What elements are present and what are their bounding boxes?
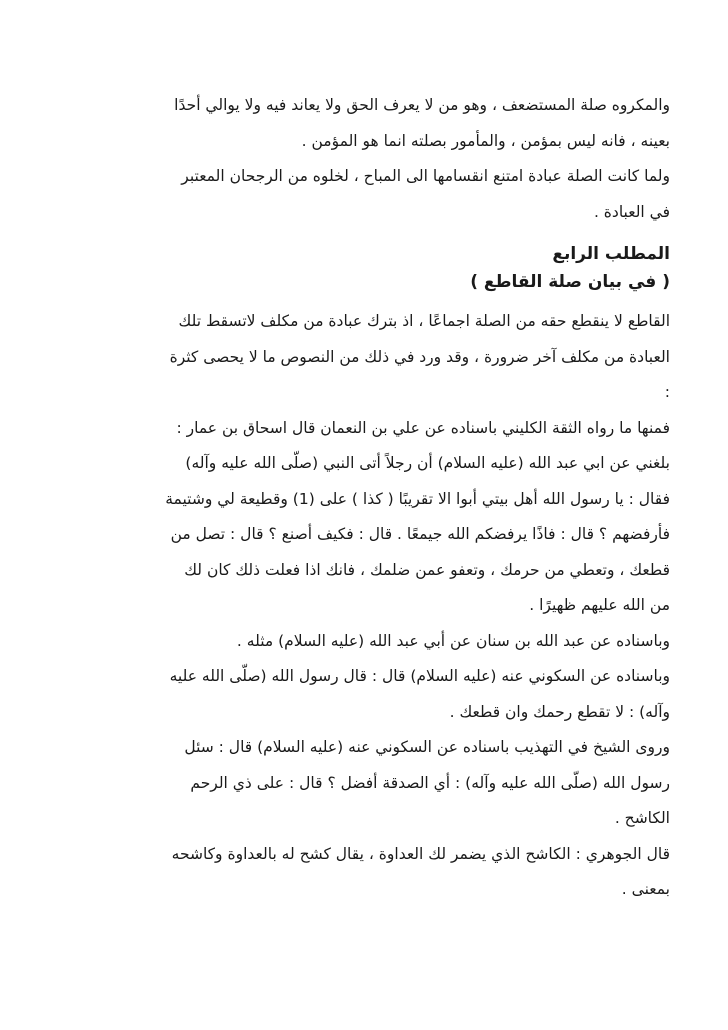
- text-line: رسول الله (صلّى الله عليه وآله) : أي الصدقة أفضل ؟ قال : على ذي الرحم: [190, 773, 670, 792]
- text-line: بعينه ، فانه ليس بمؤمن ، والمأمور بصلته انما هو المؤمن .: [301, 131, 670, 150]
- text-line: فقال : يا رسول الله أهل بيتي أبوا الا تقريبًا ( كذا ) على (1) وقطيعة لي وشتيمة: [165, 489, 670, 508]
- text-line: :: [664, 383, 670, 401]
- text-line: في العبادة .: [593, 202, 670, 221]
- text-line: والمكروه صلة المستضعف ، وهو من لا يعرف الحق ولا يعاند فيه ولا يوالي أحدًا: [174, 96, 670, 114]
- text-line: القاطع لا ينقطع حقه من الصلة اجماعًا ، اذ بترك عبادة من مكلف لاتسقط تلك: [178, 312, 670, 330]
- heading-title: المطلب الرابع: [552, 244, 670, 264]
- section-heading: [66, 240, 670, 296]
- intro-paragraph: [66, 88, 670, 230]
- body-paragraph: [66, 304, 670, 908]
- text-line: العبادة من مكلف آخر ضرورة ، وقد ورد في ذلك من النصوص ما لا يحصى كثرة: [169, 347, 670, 366]
- text-line: وباسناده عن السكوني عنه (عليه السلام) قال : قال رسول الله (صلّى الله عليه: [169, 667, 670, 685]
- text-line: وروى الشيخ في التهذيب باسناده عن السكوني عنه (عليه السلام) قال : سئل: [184, 738, 670, 756]
- text-line: الكاشح .: [614, 809, 670, 827]
- document-page: [66, 88, 670, 908]
- text-line: من الله عليهم ظهيرًا .: [529, 596, 670, 614]
- text-line: فمنها ما رواه الثقة الكليني باسناده عن علي بن النعمان قال اسحاق بن عمار :: [176, 418, 670, 437]
- text-line: وآله) : لا تقطع رحمك وان قطعك .: [449, 702, 670, 721]
- text-line: بلغني عن ابي عبد الله (عليه السلام) أن رجلاً أتى النبي (صلّى الله عليه وآله): [185, 454, 670, 472]
- text-line: قطعك ، وتعطي من حرمك ، وتعفو عمن ضلمك ، فانك اذا فعلت ذلك كان لك: [184, 560, 670, 579]
- text-line: ولما كانت الصلة عبادة امتنع انقسامها الى المباح ، لخلوه من الرجحان المعتبر: [181, 167, 670, 185]
- text-line: وباسناده عن عبد الله بن سنان عن أبي عبد الله (عليه السلام) مثله .: [236, 631, 670, 650]
- text-line: فأرفضهم ؟ قال : فاذًا يرفضكم الله جيمعًا . قال : فكيف أصنع ؟ قال : تصل من: [170, 525, 670, 543]
- text-line: بمعنى .: [621, 880, 670, 898]
- text-line: قال الجوهري : الكاشح الذي يضمر لك العداوة ، يقال كشح له بالعداوة وكاشحه: [171, 844, 670, 863]
- heading-subtitle: ( في بيان صلة القاطع ): [470, 272, 670, 292]
